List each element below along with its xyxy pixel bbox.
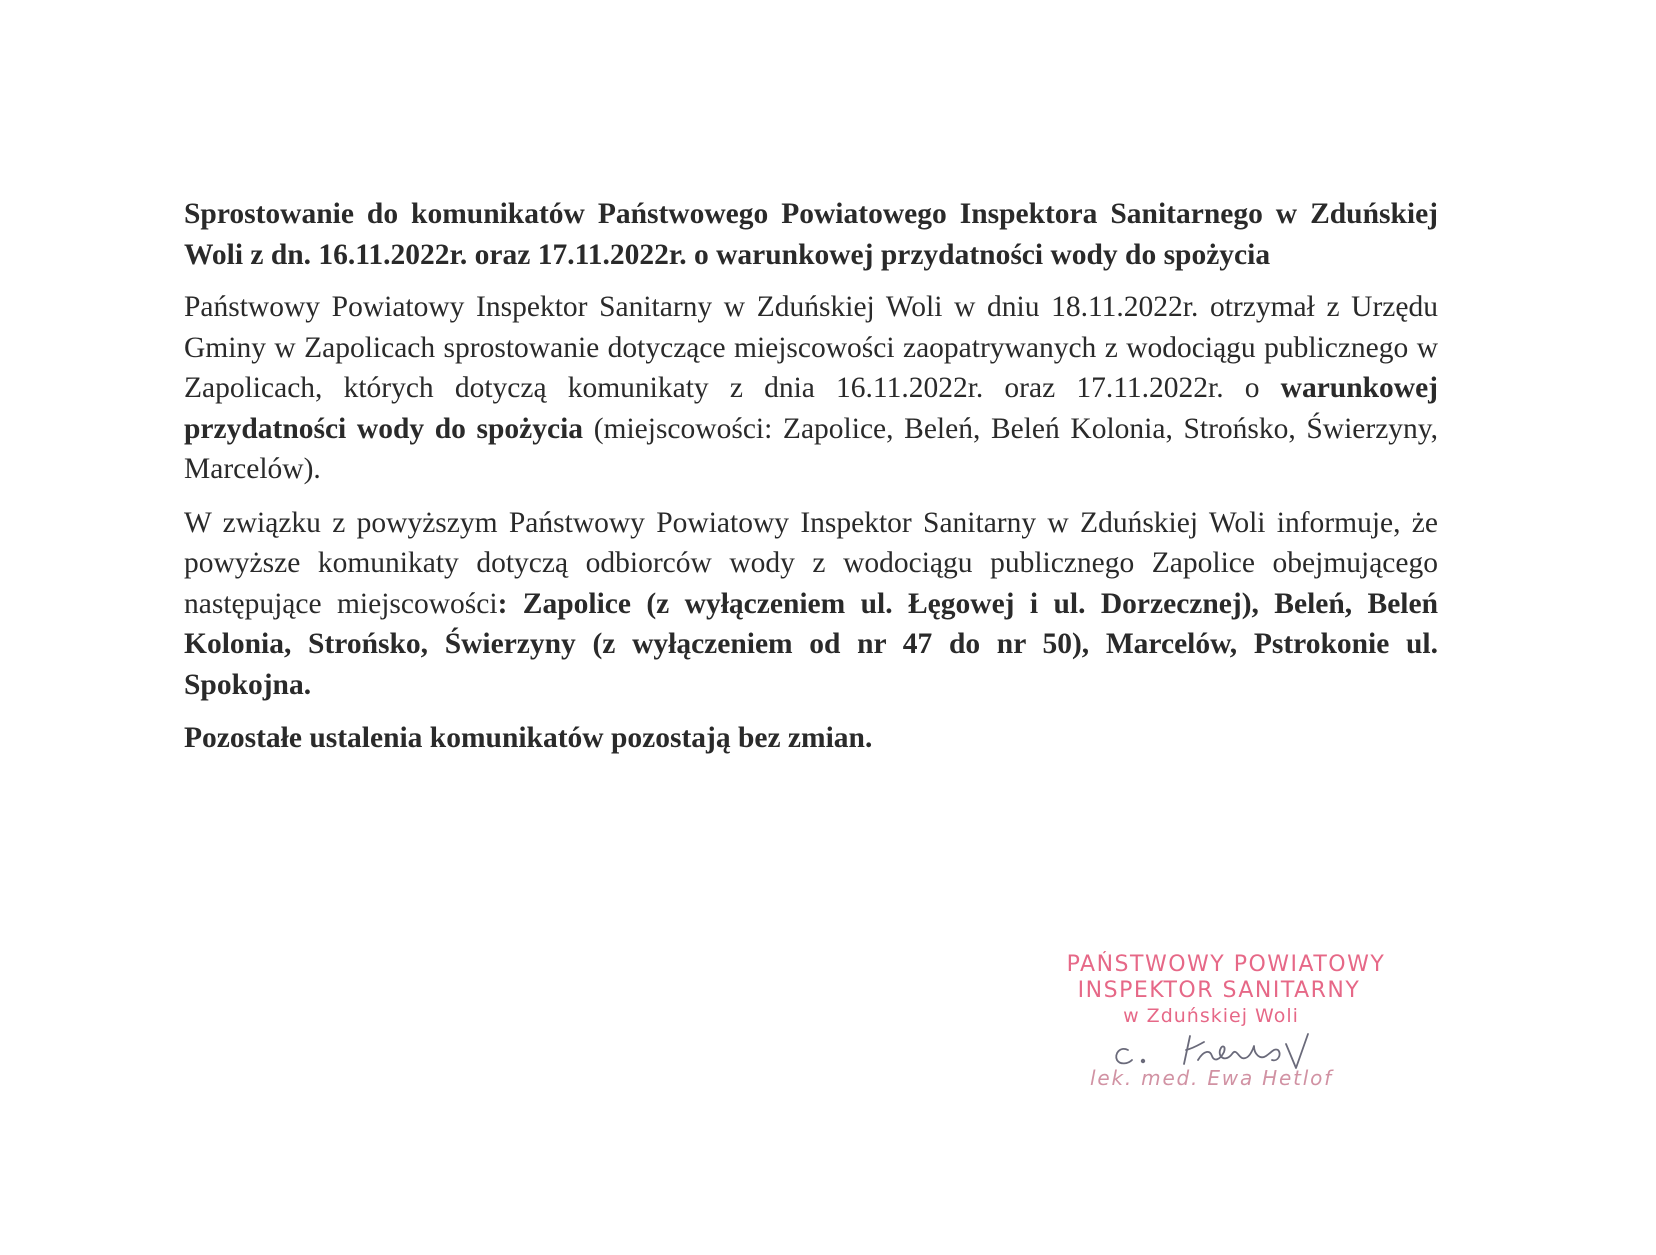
paragraph-affected-localities	[184, 503, 1438, 706]
paragraph2-text-before: W związku z powyższym Państwowy Powiatowy Inspektor Sanitarny w Zduńskiej Woli informuje, że powyższe komunikaty dotyczą odbiorców wody z wodociągu publicznego Zapolice obejmującego następujące miejscowości	[184, 506, 1438, 620]
paragraph2-localities-list: : Zapolice (z wyłączeniem ul. Łęgowej i ul. Dorzecznej), Beleń, Beleń Kolonia, Strońsko, Świerzyny (z wyłączeniem od nr 47 do nr 50), Marcelów, Pstrokonie ul. Spokojna.	[184, 587, 1439, 701]
document-title: Sprostowanie do komunikatów Państwowego Powiatowego Inspektora Sanitarnego w Zduńskiej Woli z dn. 16.11.2022r. oraz 17.11.2022r. o warunkowej przydatności wody do spożycia	[184, 198, 1438, 271]
official-stamp	[1036, 952, 1416, 1028]
stamp-line-location: w Zduńskiej Woli	[1123, 1005, 1299, 1027]
document-body	[184, 194, 1438, 759]
paragraph-no-changes: Pozostałe ustalenia komunikatów pozostają bez zmian.	[184, 722, 873, 754]
stamp-line-title: INSPEKTOR SANITARNY	[1077, 978, 1361, 1003]
paragraph1-text-before: Państwowy Powiatowy Inspektor Sanitarny w Zduńskiej Woli w dniu 18.11.2022r. otrzymał z Urzędu Gminy w Zapolicach sprostowanie dotyczące miejscowości zaopatrywanych z wodociągu publicznego w Zapolicach, których dotyczą komunikaty z dnia 16.11.2022r. oraz 17.11.2022r. o	[184, 291, 1438, 404]
paragraph1-text-after: (miejscowości: Zapolice, Beleń, Beleń Kolonia, Strońsko, Świerzyny, Marcelów).	[184, 412, 1439, 485]
paragraph1-bold-phrase: warunkowej przydatności wody do spożycia	[184, 372, 1438, 445]
stamp-line-authority: PAŃSTWOWY POWIATOWY	[1066, 952, 1386, 977]
signer-name: lek. med. Ewa Hetlof	[1090, 1066, 1333, 1090]
paragraph-correction-received	[184, 287, 1438, 490]
